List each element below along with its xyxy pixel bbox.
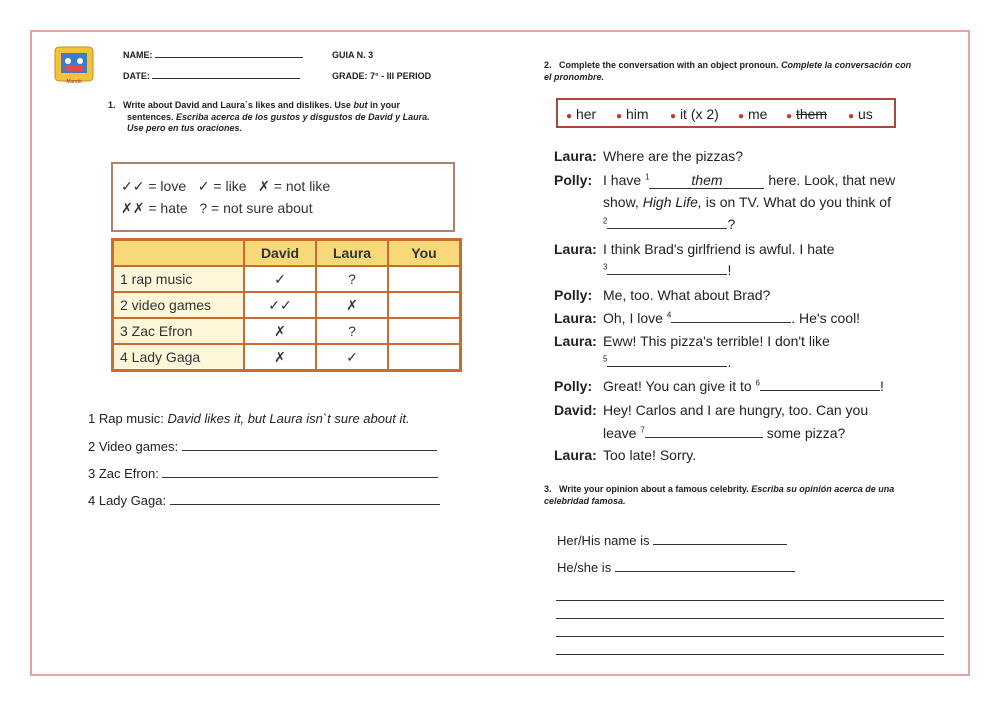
school-logo [52,43,96,87]
answer-blank[interactable] [182,450,437,451]
answer-blank[interactable] [162,477,438,478]
answer-blank[interactable] [607,274,727,275]
guide-number: GUIA N. 3 [332,50,374,60]
answer-blank[interactable] [645,437,763,438]
celebrity-name-prompt: Her/His name is [557,533,787,548]
sentence-4: 4 Lady Gaga: [88,493,440,508]
section3-instruction: 3. Write your opinion about a famous celebrity. Escriba su opinión acerca de una celebridad famosa. [544,484,895,506]
symbol-legend: ✓✓ = love ✓ = like ✗ = not like ✗✗ = hate ? = not sure about [111,162,455,232]
answer-blank[interactable] [615,571,795,572]
you-cell[interactable] [388,344,461,371]
table-row: 3 Zac Efron ✗ ? [113,318,461,344]
you-cell[interactable] [388,318,461,344]
table-row: 1 rap music ✓ ? [113,266,461,292]
section2-instruction: 2. Complete the conversation with an object pronoun. Complete la conversación con el pronombre. [544,60,912,82]
answer-blank[interactable] [170,504,440,505]
section1-instruction: 1. Write about David and Laura`s likes and dislikes. Use but in your sentences. Escriba acerca de los gustos y disgustos de David y Laura. Use pero en tus oraciones. [108,100,430,133]
answer-blank[interactable] [607,228,727,229]
svg-text:Mundo: Mundo [66,79,82,85]
writing-line[interactable] [556,600,944,601]
table-row: 4 Lady Gaga ✗ ✓ [113,344,461,371]
you-cell[interactable] [388,266,461,292]
answer-blank[interactable] [653,544,787,545]
sentence-1: 1 Rap music: David likes it, but Laura isn`t sure about it. [88,411,410,426]
writing-line[interactable] [556,618,944,619]
celebrity-description-prompt: He/she is [557,560,795,575]
sentence-3: 3 Zac Efron: [88,466,438,481]
you-cell[interactable] [388,292,461,318]
sentence-2: 2 Video games: [88,439,437,454]
answer-blank[interactable] [671,322,791,323]
likes-table [111,238,462,372]
grade-label: GRADE: 7° - III PERIOD [332,71,432,81]
writing-line[interactable] [556,636,944,637]
writing-line[interactable] [556,654,944,655]
answer-blank[interactable] [607,366,727,367]
date-label: DATE: [123,71,300,81]
table-header-row: David Laura You [113,240,461,267]
name-label: NAME: [123,50,303,60]
table-row: 2 video games ✓✓ ✗ [113,292,461,318]
pronoun-word-box: ● her ● him ● it (x 2) ● me ● them ● us [556,98,896,128]
answer-blank[interactable] [760,390,880,391]
